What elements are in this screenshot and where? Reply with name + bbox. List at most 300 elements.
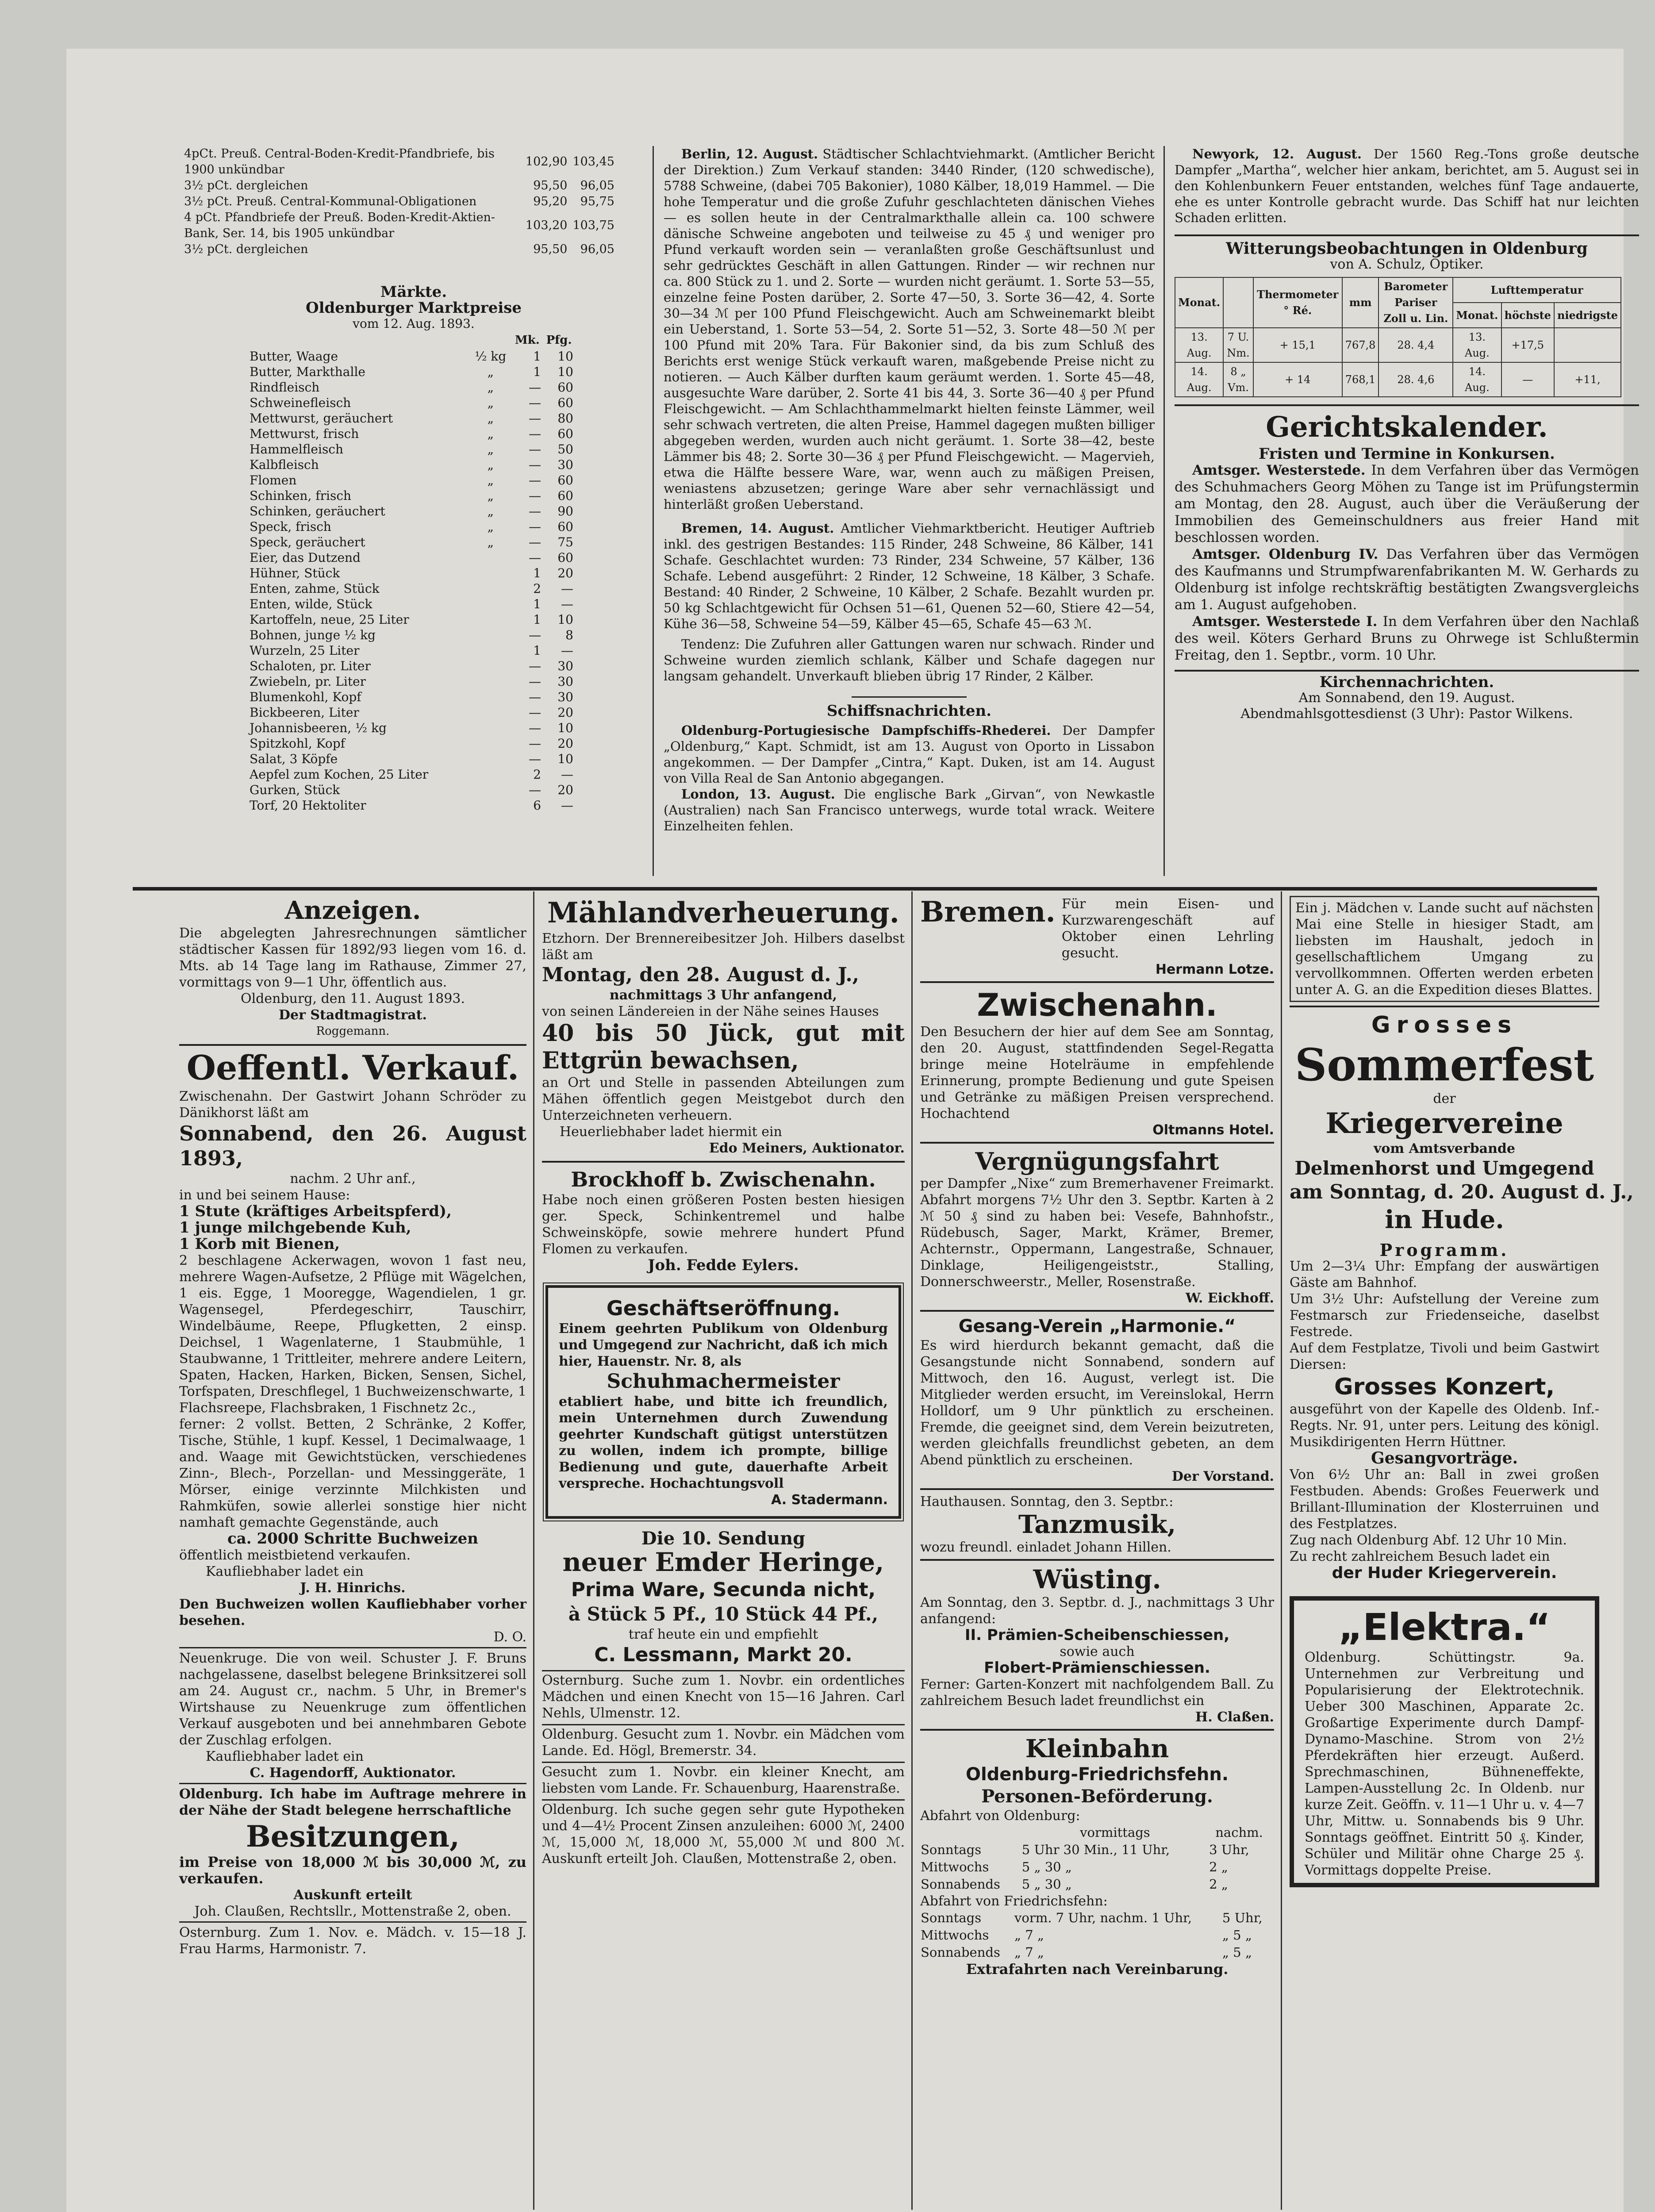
bond-bid: 95,50 xyxy=(533,179,568,192)
bremen-ad-title: Bremen. xyxy=(920,895,1056,929)
price-pf: 10 xyxy=(557,349,573,364)
sale-location: in und bei seinem Hause: xyxy=(179,1187,350,1203)
timetable-cell: „ 5 „ xyxy=(1222,1945,1252,1960)
price-pf: 75 xyxy=(557,535,573,549)
ad-rule xyxy=(179,1783,526,1784)
wuesting-title: Wüsting. xyxy=(1033,1564,1161,1594)
price-unit xyxy=(469,689,512,705)
timetable-cell: „ 5 „ xyxy=(1222,1928,1252,1943)
price-item: Salat, 3 Köpfe xyxy=(250,752,338,766)
price-mk: 6 xyxy=(533,798,541,813)
financial-column xyxy=(181,146,646,813)
sale-item-3: 1 Korb mit Bienen, xyxy=(179,1235,340,1253)
court-entry-lead: Amtsger. Westerstede I. xyxy=(1192,614,1378,630)
section-rule xyxy=(1175,670,1639,672)
bond-name: 3½ pCt. dergleichen xyxy=(184,242,308,256)
bond-name: 4 pCt. Pfandbriefe der Preuß. Boden-Kredit-Aktien-Bank, Ser. 14, bis 1905 unkündbar xyxy=(184,211,495,240)
fest-krieger: Kriegervereine xyxy=(1325,1107,1563,1140)
price-pf: 60 xyxy=(557,473,573,488)
geschaeft-sign: A. Stadermann. xyxy=(771,1492,888,1508)
weather-col-thermo: Thermometer ° Ré. xyxy=(1253,277,1342,328)
price-row xyxy=(248,782,575,798)
maehland-text: von seinen Ländereien in der Nähe seines Hauses xyxy=(542,1004,879,1019)
weather-col-time xyxy=(1223,277,1253,328)
price-unit xyxy=(469,674,512,689)
price-item: Hühner, Stück xyxy=(250,566,340,580)
timetable-row xyxy=(920,1927,1270,1944)
section-rule xyxy=(1175,404,1639,406)
konzert-text: ausgeführt von der Kapelle des Oldenb. Inf.-Regts. Nr. 91, unter pers. Leitung des königl. Musikdirigenten Herrn Hüttner. xyxy=(1290,1402,1599,1450)
court-entry-text: Das Verfahren über das Vermögen des Kaufmanns und Strumpfwarenfabrikanten M. W. Gerhards zu Oldenburg ist infolge rechtskräftig bestätigten Zwangsvergleichs am 1. August aufgehoben. xyxy=(1175,546,1639,613)
ad-rule xyxy=(1290,1006,1599,1007)
kleinbahn-table-1 xyxy=(920,1824,1270,1893)
ad-rule xyxy=(542,1799,905,1801)
price-unit: ½ kg xyxy=(475,349,507,364)
price-row xyxy=(248,550,575,565)
weather-cell: 13. Aug. xyxy=(1453,328,1501,362)
price-pf: 60 xyxy=(557,380,573,395)
price-unit: „ xyxy=(487,426,494,441)
sale-time: nachm. 2 Uhr anf., xyxy=(290,1171,416,1187)
price-mk: — xyxy=(529,721,541,735)
price-mk: — xyxy=(529,396,541,410)
timetable-cell: 2 „ xyxy=(1209,1877,1228,1892)
price-row xyxy=(248,519,575,534)
price-row xyxy=(248,426,575,442)
kleinbahn-table-2 xyxy=(920,1909,1270,1961)
column-rule xyxy=(911,891,913,2210)
ads-column-2 xyxy=(542,896,905,1867)
price-item: Zwiebeln, pr. Liter xyxy=(250,674,366,689)
tanz-intro: Hauthausen. Sonntag, den 3. Septbr.: xyxy=(920,1494,1174,1509)
weather-cell: 7 U. Nm. xyxy=(1223,328,1253,362)
small-ad: Oldenburg. Gesucht zum 1. Novbr. ein Mädchen vom Lande. Ed. Högl, Bremerstr. 34. xyxy=(542,1727,905,1759)
bond-row xyxy=(181,194,617,210)
price-mk: — xyxy=(529,550,541,565)
price-mk: 1 xyxy=(533,349,541,364)
shipping-text-3: Der 1560 Reg.-Tons große deutsche Dampfer „Martha“, welcher hier ankam, berichtet, am 5. August sei in den Kohlenbunkern Feuer entstanden, welches fünf Tage andauerte, ehe es unter Kontrolle gebracht wurde. Das Schiff hat nur leichten Schaden erlitten. xyxy=(1175,146,1640,225)
zwischenahn-sign: Oltmanns Hotel. xyxy=(1152,1122,1274,1138)
price-item: Wurzeln, 25 Liter xyxy=(250,643,360,658)
price-item: Schaloten, pr. Liter xyxy=(250,659,371,673)
price-row xyxy=(248,395,575,411)
timetable-cell: Mittwochs xyxy=(921,1859,989,1874)
bond-name: 3½ pCt. dergleichen xyxy=(184,179,308,192)
weather-cell: +17,5 xyxy=(1501,328,1554,362)
price-mk: 1 xyxy=(533,365,541,379)
sale-date: Sonnabend, den 26. August 1893, xyxy=(179,1121,526,1170)
elektra-text: Oldenburg. Schüttingstr. 9a. Unternehmen zur Verbreitung und Popularisierung der Elektrotechnik. Ueber 300 Maschinen, Apparate 2c. Großartige Experimente durch Dampf-Dynamo-Maschine. Strom von 2½ Pferdekräften hier erzeugt. Außerd. Sprechmaschinen, Bühneneffekte, Lampen-Ausstellung 2c. In Oldenb. nur kurze Zeit. Geöffn. v. 11—1 Uhr u. v. 4—7 Uhr, Mittw. u. Sonnabends bis 9 Uhr. Sonntags geöffnet. Eintritt 50 ₰. Kinder, Schüler und Militär ohne Charge 25 ₰. Vormittags doppelte Preise. xyxy=(1305,1650,1584,1878)
ads-column-4 xyxy=(1290,896,1634,1887)
price-mk: — xyxy=(529,628,541,642)
price-mk: 1 xyxy=(533,597,541,611)
court-entry-lead: Amtsger. Westerstede. xyxy=(1192,462,1366,478)
weather-cell: 13. Aug. xyxy=(1175,328,1223,362)
elektra-box xyxy=(1290,1596,1599,1887)
tanz-sign: wozu freundl. einladet Johann Hillen. xyxy=(920,1540,1171,1555)
weather-cell: 767,8 xyxy=(1342,328,1379,362)
price-pf: 20 xyxy=(557,566,573,580)
price-pf: — xyxy=(561,798,573,813)
fest-region: Delmenhorst und Umgegend xyxy=(1294,1157,1594,1179)
sale-title: Oeffentl. Verkauf. xyxy=(186,1048,519,1087)
bremen-lead: Bremen, 14. August. xyxy=(681,521,834,536)
berlin-report: Städtischer Schlachtviehmarkt. (Amtlicher Bericht der Direktion.) Zum Verkauf standen: 3440 Rinder, (120 schwedische), 5788 Schweine, (dabei 705 Bakonier), 1080 Kälber, 18,019 Hammel. — Die hohe Temperatur und die große Zufuhr geschlachteten dänischen Viehes — es sollen heute in der Centralmarkthalle allein ca. 100 schwere dänische Schweine angeboten und teilweise zu 45 ₰ und weniger pro Pfund verkauft worden sein — veranlaßten große Geschäftsunlust und sehr gedrücktes Geschäft in allen Gattungen. Rinder — wir rechnen nur ca. 800 Stück zu 1. und 2. Sorte — wurden nicht geräumt. 1. Sorte 53—55, einzelne feine Posten darüber, 2. Sorte 47—50, 3. Sorte 36—42, 4. Sorte 30—34 ℳ per 100 Pfund Fleischgewicht. Auch am Schweinemarkt bleibt ein Ueberstand, 1. Sorte 53—54, 2. Sorte 51—52, 3. Sorte 48—50 ℳ per 100 Pfund mit 20% Tara. Für Bakonier sind, da bis zum Schluß des Berichts erst wenige Stück verkauft waren, maßgebende Preise nicht zu notieren. — Auch Kälber durften kaum geräumt werden. 1. Sorte 45—48, ausgesuchte Ware darüber, 2. Sorte 41 bis 44, 3. Sorte 36—40 ₰ per Pfund Fleischgewicht. — Am Schlachthammelmarkt hielten feinste Lämmer, weil sehr schwach vertreten, die alten Preise, Hammel dagegen mußten billiger abgegeben werden, wurden auch nicht geräumt. 1. Sorte 38—42, beste Lämmer bis 48; 2. Sorte 30—36 ₰ per Pfund Fleischgewicht. — Magervieh, etwa die Hälfte bessere Ware, war, wenn auch zu mäßigen Preisen, weniastens abzusetzen; geringe Ware aber sehr vernachlässigt und hinterläßt großen Ueberstand. xyxy=(664,146,1155,512)
price-row xyxy=(248,627,575,643)
ad-rule xyxy=(179,1647,526,1648)
kleinbahn-from-1: Abfahrt von Oldenburg: xyxy=(920,1808,1080,1824)
court-title: Gerichtskalender. xyxy=(1266,411,1548,444)
price-pf: — xyxy=(561,767,573,782)
maehland-date: Montag, den 28. August d. J., xyxy=(542,964,859,986)
shipping-text-2: Die englische Bark „Girvan“, von Newkastle (Australien) nach San Francisco unterwegs, wurde total wrack. Weitere Einzelheiten fehlen. xyxy=(664,787,1155,833)
geschaeft-text-2: etabliert habe, und bitte ich freundlich, mein Unternehmen durch Zuwendung geehrter Kundschaft gütigst unterstützen zu wollen, indem ich prompte, billige Bedienung und gute, dauerhafte Arbeit verspreche. Hochachtungsvoll xyxy=(559,1394,888,1491)
price-unit xyxy=(469,720,512,736)
fest-date: am Sonntag, d. 20. August d. J., xyxy=(1290,1181,1634,1203)
price-unit xyxy=(469,565,512,581)
timetable-cell: 5 Uhr 30 Min., 11 Uhr, xyxy=(1021,1842,1170,1857)
konzert-title: Grosses Konzert, xyxy=(1334,1374,1555,1400)
timetable-cell: 5 „ 30 „ xyxy=(1021,1859,1072,1874)
markets-heading: Märkte. xyxy=(380,283,447,301)
bonds-table xyxy=(181,146,617,257)
sale-item-1: 1 Stute (kräftiges Arbeitspferd), xyxy=(179,1202,452,1220)
price-row xyxy=(248,380,575,395)
court-entries xyxy=(1175,462,1639,664)
price-unit xyxy=(469,751,512,767)
pf-header: Pfg. xyxy=(546,334,572,347)
price-unit xyxy=(469,782,512,798)
court-entry-text: In dem Verfahren über den Nachlaß des weil. Köters Gerhard Bruns zu Ohrwege ist Schlußtermin Freitag, den 1. Septbr., vorm. 10 Uhr. xyxy=(1175,614,1639,663)
shipping-lead-2: London, 13. August. xyxy=(681,787,835,802)
sale-details: 2 beschlagene Ackerwagen, wovon 1 fast neu, mehrere Wagen-Aufsetze, 2 Pflüge mit Wägelchen, 1 eis. Egge, 1 Mooregge, Wagendielen, 1 gr. Wagensegel, Pferdegeschirr, Tauschirr, Windelbäume, Reepe, Pflugketten, 2 einsp. Deichsel, 1 Wagenlaterne, 1 Staubmühle, 1 Staubwanne, 1 Trittleiter, mehrere andere Leitern, Spaten, Hacken, Harken, Bicken, Sensen, Sichel, Torfspaten, Dreschflegel, 1 Buchweizenschwarte, 1 Flachsreepe, Flachsbraken, 1 Fischnetz 2c., xyxy=(179,1253,526,1416)
bond-ask: 103,45 xyxy=(572,155,614,169)
hering-price: à Stück 5 Pf., 10 Stück 44 Pf., xyxy=(568,1603,879,1625)
price-mk: — xyxy=(529,426,541,441)
fest-pre: Grosses xyxy=(1371,1012,1518,1038)
tanz-title: Tanzmusik, xyxy=(1018,1510,1176,1539)
small-ad: Gesucht zum 1. Novbr. ein kleiner Knecht, am liebsten vom Lande. Fr. Schauenburg, Haarenstraße. xyxy=(542,1764,905,1796)
kb-head-am: vormittags xyxy=(1080,1825,1150,1840)
invite-text: Zu recht zahlreichem Besuch ladet ein xyxy=(1290,1549,1550,1564)
fest-place: in Hude. xyxy=(1385,1205,1504,1234)
price-item: Bohnen, junge ½ kg xyxy=(250,628,376,642)
price-mk: — xyxy=(529,736,541,751)
bond-row xyxy=(181,146,617,178)
ad-rule xyxy=(179,1044,526,1046)
price-item: Rindfleisch xyxy=(250,380,320,395)
price-item: Schinken, frisch xyxy=(250,488,352,503)
timetable-cell: Mittwochs xyxy=(921,1928,989,1943)
price-pf: 50 xyxy=(557,442,573,457)
zwischenahn-title: Zwischenahn. xyxy=(977,987,1217,1023)
sale-note: Den Buchweizen wollen Kaufliebhaber vorher besehen. xyxy=(179,1597,526,1628)
church-line-2: Abendmahlsgottesdienst (3 Uhr): Pastor Wilkens. xyxy=(1240,706,1573,722)
notice-name: Roggemann. xyxy=(316,1025,390,1038)
price-unit: „ xyxy=(487,488,494,503)
price-unit xyxy=(469,798,512,813)
wuesting-line-1: II. Prämien-Scheibenschiessen, xyxy=(964,1626,1230,1644)
weather-col-group: Lufttemperatur xyxy=(1453,277,1621,303)
church-title: Kirchennachrichten. xyxy=(1319,673,1494,691)
price-item: Enten, zahme, Stück xyxy=(250,581,380,596)
sale-item-2: 1 junge milchgebende Kuh, xyxy=(179,1219,411,1237)
price-pf: — xyxy=(561,581,573,596)
price-item: Eier, das Dutzend xyxy=(250,550,361,565)
kleinbahn-from-2: Abfahrt von Friedrichsfehn: xyxy=(920,1893,1108,1909)
price-unit: „ xyxy=(487,457,494,472)
weather-title: Witterungsbeobachtungen in Oldenburg xyxy=(1226,239,1588,258)
sale-intro: Zwischenahn. Der Gastwirt Johann Schröder zu Dänikhorst läßt am xyxy=(179,1089,526,1121)
price-mk: 2 xyxy=(533,767,541,782)
bond-bid: 102,90 xyxy=(526,155,568,169)
bond-ask: 95,75 xyxy=(580,195,614,208)
weather-cell: + 14 xyxy=(1253,362,1342,397)
bond-ask: 96,05 xyxy=(580,242,614,256)
timetable-cell: Sonnabends xyxy=(921,1877,1000,1892)
bond-bid: 95,20 xyxy=(533,195,568,208)
timetable-row xyxy=(920,1944,1270,1961)
price-unit xyxy=(469,581,512,596)
bond-ask: 96,05 xyxy=(580,179,614,192)
maedchen-ad: Ein j. Mädchen v. Lande sucht auf nächsten Mai eine Stelle in hiesiger Stadt, am liebsten im Haushalt, jedoch in gesellschaftlichem Umgang zu vervollkommnen. Offerten werden erbeten unter A. G. an die Expedition dieses Blattes. xyxy=(1295,900,1594,998)
kb-head-pm: nachm. xyxy=(1215,1825,1263,1840)
price-unit: „ xyxy=(487,473,494,488)
column-rule xyxy=(533,891,534,2210)
ads-heading: Anzeigen. xyxy=(284,896,421,925)
shipping-lead-3: Newyork, 12. August. xyxy=(1192,146,1362,161)
timetable-cell: 2 „ xyxy=(1209,1859,1228,1874)
price-row xyxy=(248,596,575,612)
price-unit xyxy=(469,767,512,782)
weather-subtitle: von A. Schulz, Optiker. xyxy=(1330,257,1484,272)
sale-note-sign: D. O. xyxy=(493,1629,526,1645)
price-item: Mettwurst, geräuchert xyxy=(250,411,393,426)
price-unit xyxy=(469,705,512,720)
price-item: Aepfel zum Kochen, 25 Liter xyxy=(250,767,429,782)
ad-rule xyxy=(920,1488,1274,1490)
brockhoff-title: Brockhoff b. Zwischenahn. xyxy=(571,1167,876,1191)
price-mk: — xyxy=(529,535,541,549)
ads-column-3 xyxy=(920,896,1274,1978)
price-mk: — xyxy=(529,705,541,720)
timetable-row xyxy=(920,1876,1270,1893)
vergnuegung-sign: W. Eickhoff. xyxy=(1185,1290,1274,1306)
price-item: Enten, wilde, Stück xyxy=(250,597,372,611)
timetable-cell: „ 7 „ xyxy=(1014,1945,1044,1960)
maehland-time: nachmittags 3 Uhr anfangend, xyxy=(609,987,837,1003)
osternburg-ad: Osternburg. Zum 1. Nov. e. Mädch. v. 15—18 J. Frau Harms, Harmonistr. 7. xyxy=(179,1925,526,1957)
price-row xyxy=(248,442,575,457)
price-unit: „ xyxy=(487,380,494,395)
price-pf: 60 xyxy=(557,519,573,534)
bond-name: 3½ pCt. Preuß. Central-Kommunal-Obligationen xyxy=(184,195,477,208)
hering-title: neuer Emder Heringe, xyxy=(562,1547,884,1577)
section-rule xyxy=(1175,234,1639,236)
weather-col-baro: Barometer Pariser Zoll u. Lin. xyxy=(1379,277,1453,328)
price-row xyxy=(248,736,575,751)
ad-rule xyxy=(542,1161,905,1163)
timetable-row xyxy=(920,1841,1270,1859)
weather-cell: 14. Aug. xyxy=(1175,362,1223,397)
weather-row xyxy=(1175,362,1621,397)
market-prices-table xyxy=(248,332,575,813)
sale-sign: J. H. Hinrichs. xyxy=(300,1580,406,1596)
price-item: Bickbeeren, Liter xyxy=(250,705,359,720)
harmonie-title: Gesang-Verein „Harmonie.“ xyxy=(958,1316,1236,1336)
price-mk: — xyxy=(529,690,541,704)
geschaeft-box xyxy=(545,1285,901,1519)
ad-rule xyxy=(920,1729,1274,1731)
timetable-cell: Sonntags xyxy=(921,1910,982,1925)
hering-quality: Prima Ware, Secunda nicht, xyxy=(571,1578,876,1601)
price-mk: — xyxy=(529,457,541,472)
price-item: Flomen xyxy=(250,473,297,488)
livestock-column xyxy=(664,146,1155,834)
bond-row xyxy=(181,242,617,257)
price-unit xyxy=(469,596,512,612)
price-pf: — xyxy=(561,643,573,658)
price-row xyxy=(248,798,575,813)
weather-col-mm: mm xyxy=(1342,277,1379,328)
price-pf: 60 xyxy=(557,426,573,441)
hering-sign: C. Lessmann, Markt 20. xyxy=(594,1644,852,1666)
weather-col-min: niedrigste xyxy=(1554,303,1621,328)
sale-invite: Kaufliebhaber ladet ein xyxy=(206,1564,364,1579)
weather-cell: 28. 4,4 xyxy=(1379,328,1453,362)
price-mk: — xyxy=(529,504,541,518)
bond-name: 4pCt. Preuß. Central-Boden-Kredit-Pfandbriefe, bis 1900 unkündbar xyxy=(184,147,495,177)
price-item: Schinken, geräuchert xyxy=(250,504,385,518)
wuesting-sign: H. Claßen. xyxy=(1195,1709,1274,1725)
ad-rule xyxy=(920,1559,1274,1561)
maehland-big: 40 bis 50 Jück, gut mit Ettgrün bewachsen, xyxy=(542,1020,905,1074)
estates-price: im Preise von 18,000 ℳ bis 30,000 ℳ, zu verkaufen. xyxy=(179,1854,526,1887)
maedchen-box xyxy=(1290,896,1599,1002)
price-row xyxy=(248,643,575,658)
price-pf: 10 xyxy=(557,721,573,735)
price-item: Blumenkohl, Kopf xyxy=(250,690,361,704)
price-pf: 10 xyxy=(557,752,573,766)
price-pf: 20 xyxy=(557,736,573,751)
small-ad: Osternburg. Suche zum 1. Novbr. ein ordentliches Mädchen und einen Knecht von 15—16 Jahren. Carl Nehls, Ulmenstr. 12. xyxy=(542,1673,905,1721)
bond-bid: 95,50 xyxy=(533,242,568,256)
vergnuegung-title: Vergnügungsfahrt xyxy=(975,1147,1219,1175)
price-row xyxy=(248,349,575,364)
price-item: Hammelfleisch xyxy=(250,442,344,457)
notice-date: Oldenburg, den 11. August 1893. xyxy=(240,991,465,1006)
price-pf: 30 xyxy=(557,457,573,472)
weather-table xyxy=(1175,277,1621,397)
ad-rule xyxy=(542,1762,905,1763)
price-item: Spitzkohl, Kopf xyxy=(250,736,345,751)
ball-text: Von 6½ Uhr an: Ball in zwei großen Festbuden. Abends: Großes Feuerwerk und Brillant-Illumination der Klosterruinen und des Festplatzes. xyxy=(1290,1467,1599,1532)
fest-from: vom Amtsverbande xyxy=(1373,1141,1515,1156)
price-unit: „ xyxy=(487,504,494,518)
ad-rule xyxy=(920,1142,1274,1144)
kleinbahn-route: Oldenburg-Friedrichsfehn. xyxy=(965,1764,1229,1785)
bond-ask: 103,75 xyxy=(572,219,614,232)
price-row xyxy=(248,658,575,674)
brockhoff-text: Habe noch einen größeren Posten besten hiesigen ger. Speck, Schinkentremel und halbe Schweinsköpfe, sowie mehrere hundert Pfund Flomen zu verkaufen. xyxy=(542,1192,905,1257)
court-entry xyxy=(1175,613,1639,664)
price-unit: „ xyxy=(487,365,494,379)
court-subtitle: Fristen und Termine in Konkursen. xyxy=(1259,445,1555,463)
price-row xyxy=(248,488,575,503)
wuesting-line-3: Flobert-Prämienschiessen. xyxy=(984,1659,1210,1677)
weather-col-month2: Monat. xyxy=(1453,303,1501,328)
price-item: Mettwurst, frisch xyxy=(250,426,359,441)
price-item: Schweinefleisch xyxy=(250,396,351,410)
harmonie-sign: Der Vorstand. xyxy=(1171,1469,1274,1484)
shipping-lead-1: Oldenburg-Portugiesische Dampfschiffs-Rhederei. xyxy=(681,723,1051,738)
harmonie-text: Es wird hierdurch bekannt gemacht, daß die Gesangstunde nicht Sonnabend, sondern auf Mittwoch, den 16. August, verlegt ist. Die Mitglieder werden ersucht, im Vereinslokal, Herrn Holldorf, um 9 Uhr pünktlich zu erscheinen. Fremde, die geeignet sind, dem Verein beizutreten, werden gleichfalls freundlichst gebeten, an dem Abend pünktlich zu erscheinen. xyxy=(920,1338,1274,1468)
estates-title: Besitzungen, xyxy=(246,1819,460,1854)
price-item: Johannisbeeren, ½ kg xyxy=(250,721,387,735)
price-pf: 10 xyxy=(557,365,573,379)
price-row xyxy=(248,411,575,426)
price-pf: 90 xyxy=(557,504,573,518)
shipping-text-1: Der Dampfer „Oldenburg,“ Kapt. Schmidt, ist am 13. August von Oporto in Lissabon angekommen. — Der Dampfer „Cintra,“ Kapt. Duken, ist am 14. August von Villa Real de San Antonio abgegangen. xyxy=(664,723,1155,786)
markets-title: Oldenburger Marktpreise xyxy=(305,299,522,317)
price-item: Kalbfleisch xyxy=(250,457,319,472)
weather-cell: 768,1 xyxy=(1342,362,1379,397)
price-unit xyxy=(469,550,512,565)
small-ad: Oldenburg. Ich suche gegen sehr gute Hypotheken und 4—4½ Procent Zinsen anzuleihen: 6000 ℳ, 2400 ℳ, 15,000 ℳ, 18,000 ℳ, 55,000 ℳ und 800 ℳ. Auskunft erteilt Joh. Claußen, Mottenstraße 2, oben. xyxy=(542,1802,905,1866)
price-row xyxy=(248,705,575,720)
maehland-invite: Heuerliebhaber ladet hiermit ein xyxy=(560,1124,782,1140)
price-pf: 60 xyxy=(557,488,573,503)
weather-row xyxy=(1175,328,1621,362)
price-mk: — xyxy=(529,473,541,488)
price-item: Speck, frisch xyxy=(250,519,331,534)
weather-cell: + 15,1 xyxy=(1253,328,1342,362)
neuenkruge-invite: Kaufliebhaber ladet ein xyxy=(206,1749,364,1764)
price-pf: 10 xyxy=(557,612,573,627)
price-unit xyxy=(469,658,512,674)
price-mk: — xyxy=(529,783,541,797)
price-row xyxy=(248,565,575,581)
ad-rule xyxy=(542,1670,905,1671)
price-unit xyxy=(469,627,512,643)
price-row xyxy=(248,472,575,488)
programm-title: Programm. xyxy=(1379,1240,1509,1260)
shipping-heading: Schiffsnachrichten. xyxy=(826,702,992,720)
weather-cell xyxy=(1554,328,1621,362)
zug-text: Zug nach Oldenburg Abf. 12 Uhr 10 Min. xyxy=(1290,1532,1567,1548)
price-pf: 20 xyxy=(557,783,573,797)
price-row xyxy=(248,503,575,519)
price-pf: 30 xyxy=(557,690,573,704)
programm-2: Um 3½ Uhr: Aufstellung der Vereine zum Festmarsch zur Friedenseiche, daselbst Festrede. xyxy=(1290,1291,1599,1340)
price-pf: 60 xyxy=(557,396,573,410)
notice-sign: Der Stadtmagistrat. xyxy=(279,1007,427,1023)
court-entry-lead: Amtsger. Oldenburg IV. xyxy=(1192,546,1379,562)
price-pf: — xyxy=(561,597,573,611)
vergnuegung-text: per Dampfer „Nixe“ zum Bremerhavener Freimarkt. Abfahrt morgens 7½ Uhr den 3. Septbr. Karten à 2 ℳ 50 ₰ sind zu haben bei: Vesefe, Bahnhofstr., Rüdebusch, Sager, Markt, Krämer, Bremer, Achternstr., Oppermann, Langestraße, Schnauer, Dinklage, Heiligengeiststr., Stalling, Donnerschweerstr., Meller, Rosenstraße. xyxy=(920,1176,1274,1290)
price-mk: — xyxy=(529,659,541,673)
price-row xyxy=(248,534,575,550)
bremen-ad xyxy=(920,896,1274,961)
ad-rule xyxy=(542,1724,905,1725)
price-item: Butter, Markthalle xyxy=(250,365,365,379)
price-row xyxy=(248,720,575,736)
invite-sign: der Huder Kriegerverein. xyxy=(1332,1564,1557,1582)
ad-rule xyxy=(920,1310,1274,1312)
wuesting-text: Am Sonntag, den 3. Septbr. d. J., nachmittags 3 Uhr anfangend: xyxy=(920,1595,1274,1627)
bremen-tendency: Tendenz: Die Zufuhren aller Gattungen waren nur schwach. Rinder und Schweine wurden ziemlich schlank, Kälber und Schafe dagegen nur langsam gehandelt. Unverkauft blieben übrig 17 Rinder, 2 Kälber. xyxy=(664,637,1155,684)
neuenkruge-sign: C. Hagendorff, Auktionator. xyxy=(250,1765,456,1781)
